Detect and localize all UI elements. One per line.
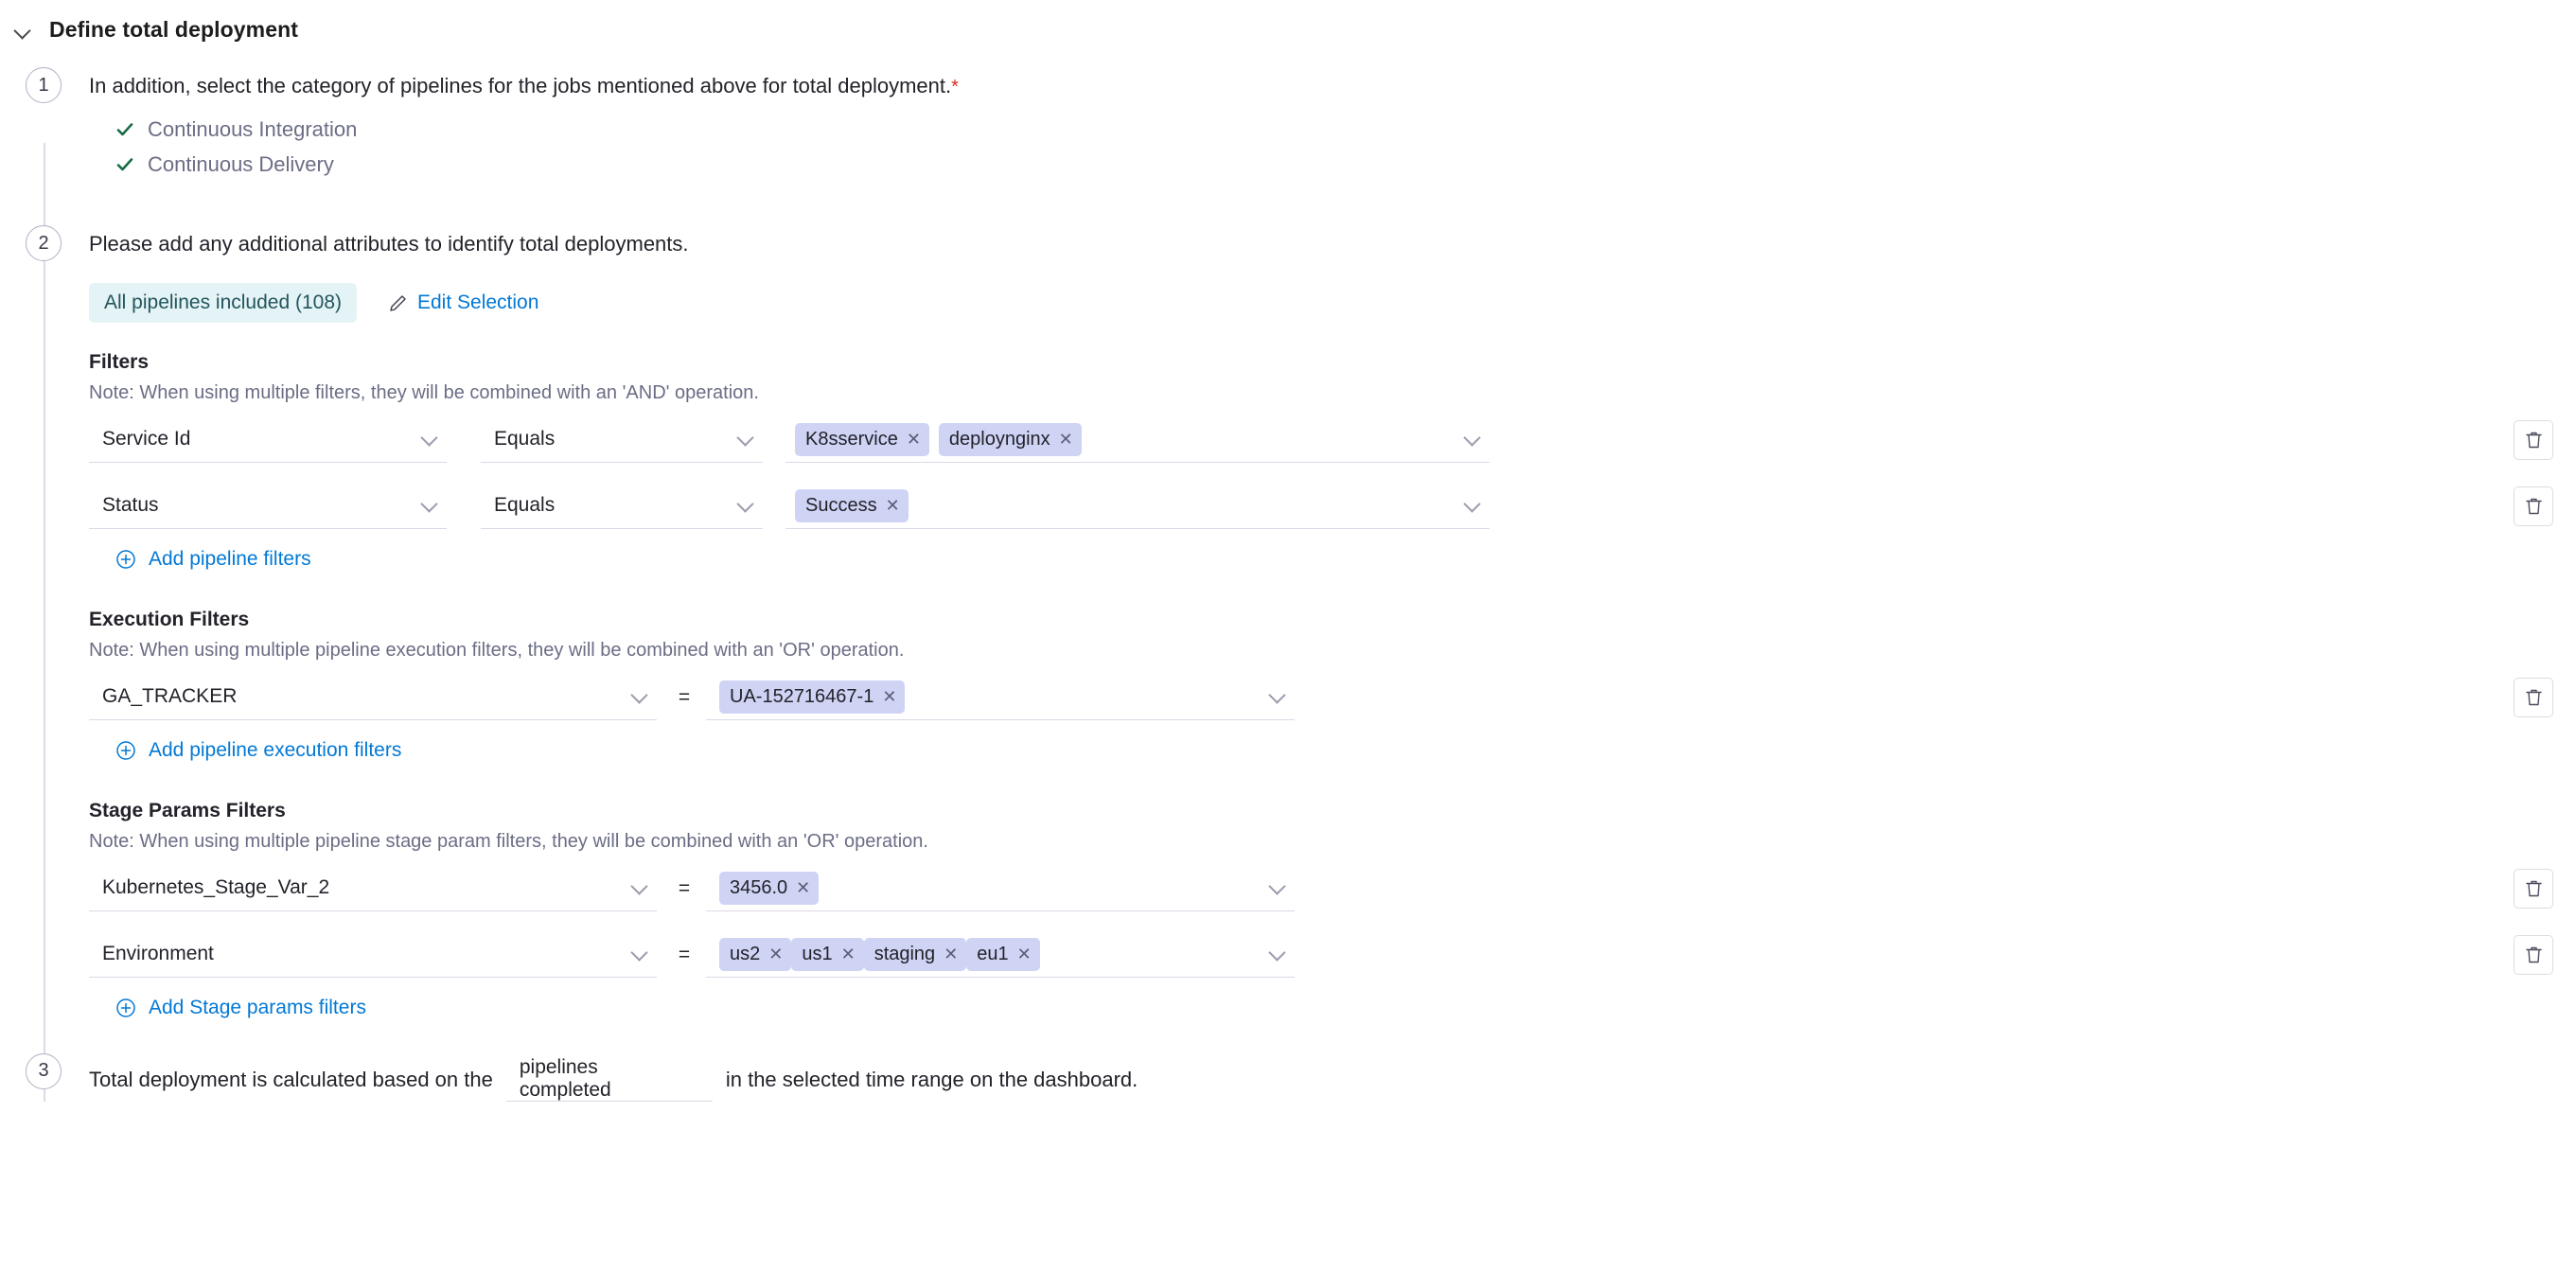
step-1-body (62, 67, 2576, 187)
pipeline-category-checkboxes (115, 117, 2576, 177)
remove-tag-icon[interactable]: ✕ (796, 878, 811, 898)
execution-filter-key-select[interactable] (89, 675, 657, 720)
step-2 (0, 225, 2576, 1019)
chevron-down-icon (630, 686, 647, 703)
delete-stage-param-filter-button[interactable] (2514, 935, 2553, 975)
filters-note: Note: When using multiple filters, they will be combined with an 'AND' operation. (89, 381, 759, 403)
total-deployment-calculation-row (89, 1058, 2576, 1102)
stage-param-values-select[interactable] (706, 932, 1295, 978)
step-1 (0, 67, 2576, 187)
value-tag[interactable] (966, 938, 1039, 971)
selection-summary-row (89, 283, 2576, 323)
value-tag[interactable] (795, 489, 909, 522)
filter-operator-select[interactable] (481, 484, 763, 529)
steps-container (0, 67, 2576, 1102)
filter-field-value: Status (102, 494, 159, 517)
value-tag-label: eu1 (977, 943, 1009, 964)
value-tag[interactable] (719, 938, 791, 971)
execution-filters-title: Execution Filters (89, 608, 250, 630)
calculation-text-after: in the selected time range on the dashboard. (725, 1067, 1138, 1091)
section-header[interactable] (0, 0, 2576, 43)
calculation-basis-value: pipelines completed (519, 1056, 611, 1102)
value-tag-label: 3456.0 (730, 876, 788, 898)
checkbox-continuous-delivery[interactable] (115, 152, 2576, 177)
value-tag[interactable] (939, 423, 1082, 456)
value-tag[interactable] (791, 938, 863, 971)
add-stage-params-filters-label: Add Stage params filters (149, 996, 366, 1018)
stage-param-key-select[interactable] (89, 932, 657, 978)
add-stage-params-filters-button[interactable] (115, 997, 2576, 1019)
value-tag-label: K8sservice (805, 428, 898, 450)
stage-param-values-select[interactable] (706, 866, 1295, 911)
value-tag-label: Success (805, 494, 877, 516)
equals-sign: = (678, 943, 691, 965)
edit-selection-button[interactable] (389, 292, 538, 314)
check-icon (115, 155, 134, 174)
remove-tag-icon[interactable]: ✕ (882, 687, 897, 707)
chevron-down-icon (736, 495, 753, 512)
value-tag[interactable] (719, 872, 819, 905)
checkbox-label: Continuous Integration (148, 117, 358, 141)
step-1-text (89, 72, 2576, 100)
step-connector-line (44, 143, 45, 1102)
chevron-down-icon (420, 495, 437, 512)
stage-param-key-value: Kubernetes_Stage_Var_2 (102, 876, 330, 899)
filter-values-select[interactable] (785, 417, 1490, 463)
value-tag[interactable] (795, 423, 929, 456)
add-execution-filters-button[interactable] (115, 739, 2576, 762)
delete-stage-param-filter-button[interactable] (2514, 869, 2553, 909)
edit-selection-label: Edit Selection (417, 291, 539, 313)
chevron-down-icon (630, 877, 647, 894)
delete-execution-filter-button[interactable] (2514, 678, 2553, 717)
stage-params-filters-title: Stage Params Filters (89, 799, 286, 822)
value-tag-label: staging (873, 943, 936, 964)
filters-title: Filters (89, 350, 150, 373)
remove-tag-icon[interactable]: ✕ (840, 945, 856, 964)
value-tag[interactable] (719, 680, 905, 714)
calculation-basis-select[interactable] (506, 1058, 713, 1102)
filter-field-select[interactable] (89, 484, 447, 529)
calculation-text-before: Total deployment is calculated based on the (89, 1067, 493, 1091)
remove-tag-icon[interactable]: ✕ (768, 945, 784, 964)
chevron-down-icon (630, 944, 647, 961)
check-icon (115, 120, 134, 139)
chevron-down-icon (1268, 877, 1285, 894)
chevron-down-icon (1268, 686, 1285, 703)
value-tag-label: deploynginx (948, 428, 1050, 450)
pipelines-included-badge: All pipelines included (108) (89, 283, 357, 323)
stage-param-key-select[interactable] (89, 866, 657, 911)
execution-filter-row (89, 675, 2576, 720)
required-marker: * (951, 77, 959, 97)
step-2-text: Please add any additional attributes to identify total deployments. (89, 232, 689, 256)
value-tag-label: UA-152716467-1 (730, 685, 874, 707)
chevron-down-icon (1463, 495, 1480, 512)
remove-tag-icon[interactable]: ✕ (1058, 430, 1073, 450)
equals-sign: = (678, 876, 691, 899)
step-1-instruction: In addition, select the category of pipelines for the jobs mentioned above for total deployment. (89, 74, 952, 97)
execution-filters-group (89, 609, 2576, 762)
filter-row (89, 417, 2576, 463)
step-3 (0, 1053, 2576, 1102)
chevron-down-icon (736, 429, 753, 446)
filter-row (89, 484, 2576, 529)
stage-param-filter-row (89, 932, 2576, 978)
execution-filter-values-select[interactable] (706, 675, 1295, 720)
value-tag-label: us2 (730, 943, 761, 964)
chevron-down-icon[interactable] (13, 20, 34, 41)
stage-params-filters-group (89, 800, 2576, 1019)
checkbox-continuous-integration[interactable] (115, 117, 2576, 142)
filter-values-select[interactable] (785, 484, 1490, 529)
step-2-body (62, 225, 2576, 1019)
filter-operator-value: Equals (494, 494, 556, 517)
step-2-number: 2 (26, 225, 62, 261)
stage-params-filters-note: Note: When using multiple pipeline stage param filters, they will be combined with an 'OR' operation. (89, 830, 928, 852)
remove-tag-icon[interactable]: ✕ (885, 496, 900, 516)
delete-filter-button[interactable] (2514, 420, 2553, 460)
filters-group (89, 351, 2576, 571)
remove-tag-icon[interactable]: ✕ (1016, 945, 1032, 964)
stage-param-filter-row (89, 866, 2576, 911)
filter-operator-value: Equals (494, 428, 556, 450)
filter-field-select[interactable] (89, 417, 447, 463)
value-tag-label: us1 (802, 943, 833, 964)
step-3-number: 3 (26, 1053, 62, 1089)
filter-field-value: Service Id (102, 428, 191, 450)
step-1-number: 1 (26, 67, 62, 103)
step-3-body (62, 1053, 2576, 1102)
add-execution-filters-label: Add pipeline execution filters (149, 738, 402, 761)
value-tag[interactable] (864, 938, 967, 971)
chevron-down-icon (1268, 944, 1285, 961)
delete-filter-button[interactable] (2514, 486, 2553, 526)
remove-tag-icon[interactable]: ✕ (906, 430, 921, 450)
add-pipeline-filters-button[interactable] (115, 548, 2576, 571)
plus-circle-icon (115, 549, 136, 570)
checkbox-label: Continuous Delivery (148, 152, 334, 176)
chevron-down-icon (1463, 429, 1480, 446)
stage-param-key-value: Environment (102, 943, 214, 965)
chevron-down-icon (420, 429, 437, 446)
page-title: Define total deployment (49, 17, 298, 42)
pencil-icon (389, 293, 408, 312)
equals-sign: = (678, 685, 691, 708)
execution-filters-note: Note: When using multiple pipeline execution filters, they will be combined with an 'OR' operation. (89, 639, 905, 661)
plus-circle-icon (115, 998, 136, 1018)
filter-operator-select[interactable] (481, 417, 763, 463)
add-pipeline-filters-label: Add pipeline filters (149, 547, 311, 570)
remove-tag-icon[interactable]: ✕ (944, 945, 959, 964)
plus-circle-icon (115, 740, 136, 761)
execution-filter-key-value: GA_TRACKER (102, 685, 238, 708)
